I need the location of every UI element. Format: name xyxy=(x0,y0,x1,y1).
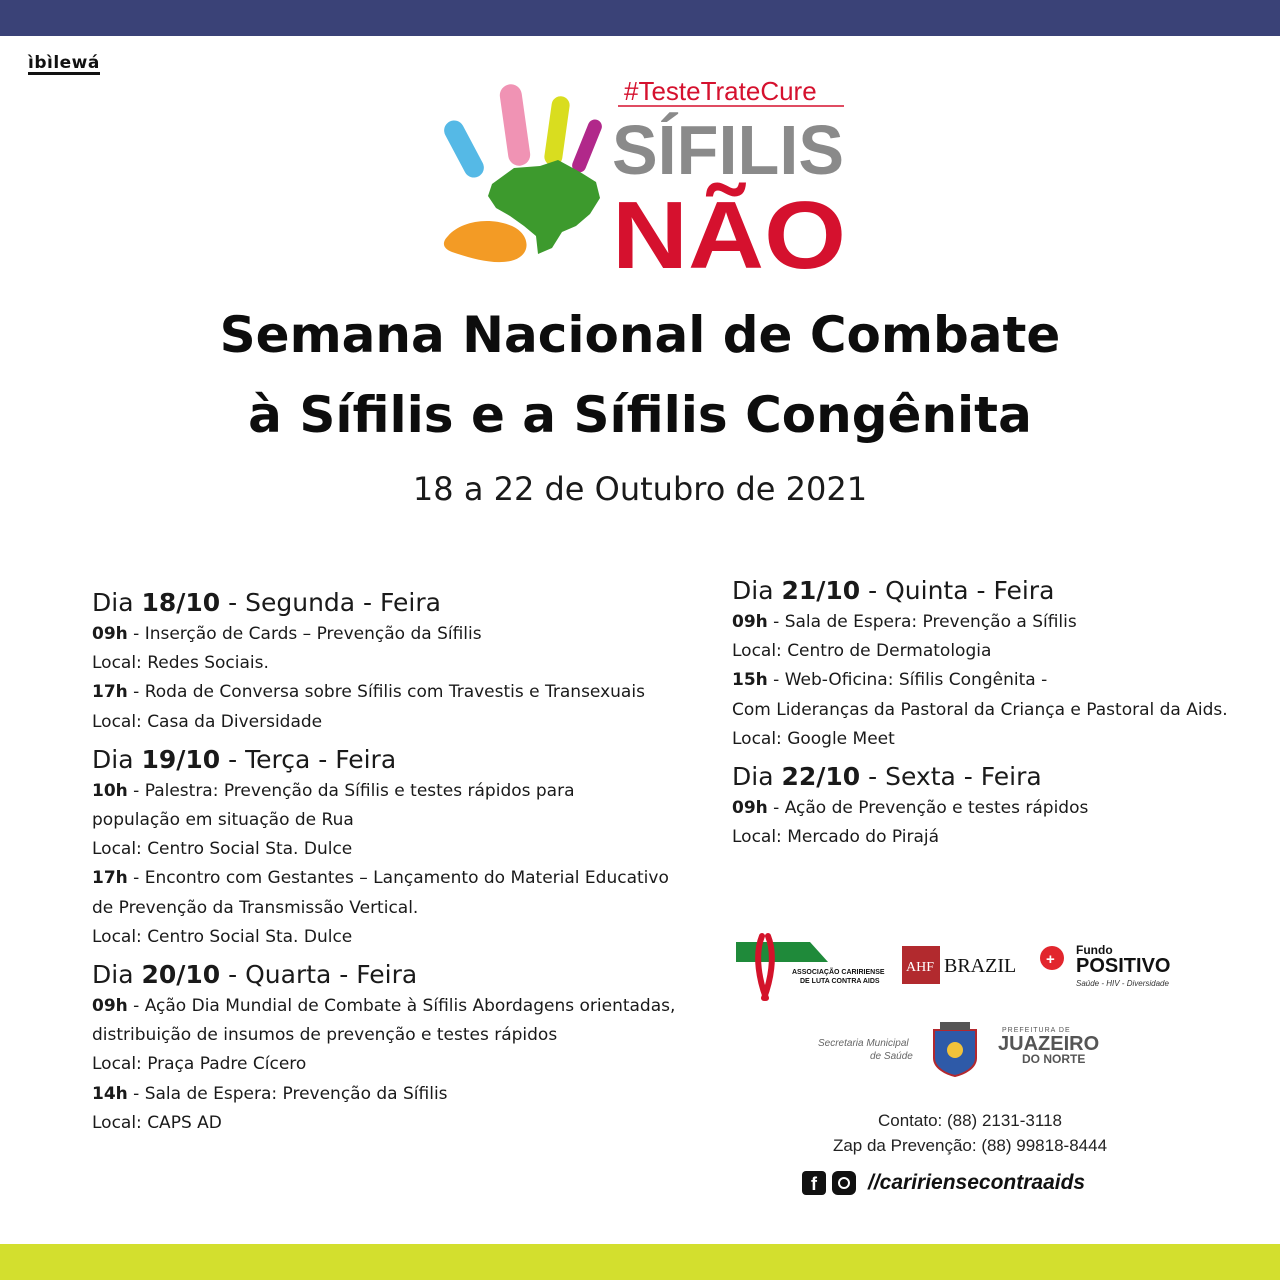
event-line xyxy=(92,620,702,649)
event-location: Local: Mercado do Pirajá xyxy=(732,827,940,848)
svg-text:Fundo: Fundo xyxy=(1076,943,1113,957)
day-prefix: Dia xyxy=(92,960,142,990)
svg-text:ASSOCIAÇÃO CARIRIENSE: ASSOCIAÇÃO CARIRIENSE xyxy=(792,969,885,976)
fundo-positivo-logo xyxy=(1040,943,1170,988)
day-prefix: Dia xyxy=(732,576,782,605)
svg-text:AHF: AHF xyxy=(906,960,935,975)
day-block-2010 xyxy=(92,958,702,1138)
event-time: 17h xyxy=(92,868,128,889)
event-line xyxy=(92,992,702,1021)
event-text: - Inserção de Cards – Prevenção da Sífilis xyxy=(127,624,482,644)
svg-text:JUAZEIRO: JUAZEIRO xyxy=(998,1033,1100,1055)
day-weekday: - Quarta - Feira xyxy=(220,960,418,990)
svg-text:DE LUTA CONTRA AIDS: DE LUTA CONTRA AIDS xyxy=(800,978,880,985)
event-text: - Sala de Espera: Prevenção da Sífilis xyxy=(127,1083,448,1104)
event-time: 14h xyxy=(92,1083,128,1104)
event-location: Local: Redes Sociais. xyxy=(92,653,269,674)
event-line xyxy=(92,777,702,806)
event-text: - Encontro com Gestantes – Lançamento do Material Educativo xyxy=(127,868,669,889)
day-block-2110 xyxy=(732,574,1252,754)
event-line xyxy=(92,864,702,893)
event-text-cont: Com Lideranças da Pastoral da Criança e Pastoral da Aids. xyxy=(732,699,1228,720)
day-heading xyxy=(92,586,702,620)
day-block-1910 xyxy=(92,743,702,952)
title-line-1: Semana Nacional de Combate xyxy=(219,306,1061,364)
logo-hashtag: #TesteTrateCure xyxy=(624,76,817,106)
social-handle-text: //caririensecontraaids xyxy=(868,1171,1086,1194)
svg-text:BRAZIL: BRAZIL xyxy=(944,955,1017,977)
svg-text:Secretaria Municipal: Secretaria Municipal xyxy=(818,1038,909,1049)
contact-phone: Contato: (88) 2131-3118 xyxy=(878,1111,1062,1130)
event-time: 09h xyxy=(732,612,768,632)
partner-logos xyxy=(730,926,1200,1086)
event-time: 10h xyxy=(92,780,128,801)
sifilis-nao-logo xyxy=(440,76,860,276)
event-location: Local: Centro de Dermatologia xyxy=(732,641,992,662)
event-location: Local: Casa da Diversidade xyxy=(92,711,323,732)
event-text: - Palestra: Prevenção da Sífilis e testes rápidos para xyxy=(127,780,575,801)
event-text-cont: distribuição de insumos de prevenção e testes rápidos xyxy=(92,1025,558,1046)
event-location: Local: Centro Social Sta. Dulce xyxy=(92,926,353,947)
day-weekday: - Sexta - Feira xyxy=(860,762,1042,792)
event-time: 09h xyxy=(732,798,768,819)
event-line xyxy=(732,794,1252,823)
event-location: Local: CAPS AD xyxy=(92,1112,222,1133)
svg-text:DO NORTE: DO NORTE xyxy=(1022,1052,1086,1066)
day-prefix: Dia xyxy=(92,588,142,617)
event-line xyxy=(732,608,1252,637)
day-heading xyxy=(732,574,1252,608)
logo-word-nao: NÃO xyxy=(612,182,826,276)
schedule-right-column xyxy=(732,574,1252,858)
svg-text:+: + xyxy=(1046,951,1055,968)
day-weekday: - Quinta - Feira xyxy=(860,576,1055,605)
event-dates: 18 a 22 de Outubro de 2021 xyxy=(412,470,868,508)
day-prefix: Dia xyxy=(732,762,782,792)
day-block-2210 xyxy=(732,760,1252,852)
day-date: 20/10 xyxy=(141,960,221,990)
event-time: 09h xyxy=(92,996,128,1017)
instagram-icon xyxy=(832,1171,856,1195)
event-text: - Ação de Prevenção e testes rápidos xyxy=(767,798,1089,819)
finger-pink xyxy=(498,83,531,167)
event-text: - Web-Oficina: Sífilis Congênita - xyxy=(767,670,1048,691)
day-block-1810 xyxy=(92,586,702,737)
event-line xyxy=(732,666,1252,695)
event-time: 09h xyxy=(92,624,128,644)
event-time: 15h xyxy=(732,670,768,691)
day-heading xyxy=(732,760,1252,794)
event-text: - Sala de Espera: Prevenção a Sífilis xyxy=(767,612,1077,632)
day-heading xyxy=(92,743,702,777)
schedule-left-column xyxy=(92,586,702,1144)
logo-word-sifilis: SÍFILIS xyxy=(612,111,844,189)
event-location: Local: Centro Social Sta. Dulce xyxy=(92,839,353,860)
day-weekday: - Segunda - Feira xyxy=(220,588,441,617)
thumb-orange xyxy=(444,221,527,262)
juazeiro-prefeitura-logo xyxy=(818,1022,1099,1076)
event-location: Local: Google Meet xyxy=(732,728,895,749)
finger-yellow xyxy=(543,95,571,167)
svg-text:Saúde - HIV - Diversidade: Saúde - HIV - Diversidade xyxy=(1076,979,1169,988)
ibilewa-brand-mark: ìbìlewá xyxy=(28,53,100,73)
day-date: 22/10 xyxy=(781,762,861,792)
event-text-cont: população em situação de Rua xyxy=(92,810,354,831)
event-line xyxy=(92,678,702,707)
title-line-2: à Sífilis e a Sífilis Congênita xyxy=(248,386,1032,444)
svg-text:PREFEITURA DE: PREFEITURA DE xyxy=(1002,1027,1071,1034)
social-handle xyxy=(802,1168,1085,1198)
bottom-color-bar xyxy=(0,1244,1280,1280)
finger-blue xyxy=(441,117,488,181)
day-heading xyxy=(92,958,702,992)
event-text-cont: de Prevenção da Transmissão Vertical. xyxy=(92,897,419,918)
event-location: Local: Praça Padre Cícero xyxy=(92,1054,307,1075)
facebook-icon: f xyxy=(802,1171,826,1195)
acla-logo xyxy=(736,936,885,998)
day-date: 21/10 xyxy=(781,576,861,605)
svg-text:POSITIVO: POSITIVO xyxy=(1076,955,1171,977)
contact-block xyxy=(790,1108,1150,1158)
day-prefix: Dia xyxy=(92,744,142,774)
top-color-bar xyxy=(0,0,1280,36)
event-line xyxy=(92,1080,702,1109)
event-text: - Ação Dia Mundial de Combate à Sífilis Abordagens orientadas, xyxy=(127,996,676,1017)
finger-magenta xyxy=(570,117,604,174)
contact-zap: Zap da Prevenção: (88) 99818-8444 xyxy=(832,1136,1108,1155)
event-time: 17h xyxy=(92,682,128,703)
day-date: 19/10 xyxy=(141,744,221,774)
ahf-brazil-logo xyxy=(902,946,1016,984)
svg-text:de Saúde: de Saúde xyxy=(870,1051,913,1062)
event-text: - Roda de Conversa sobre Sífilis com Travestis e Transexuais xyxy=(127,682,645,703)
day-date: 18/10 xyxy=(141,588,221,617)
day-weekday: - Terça - Feira xyxy=(220,744,397,774)
